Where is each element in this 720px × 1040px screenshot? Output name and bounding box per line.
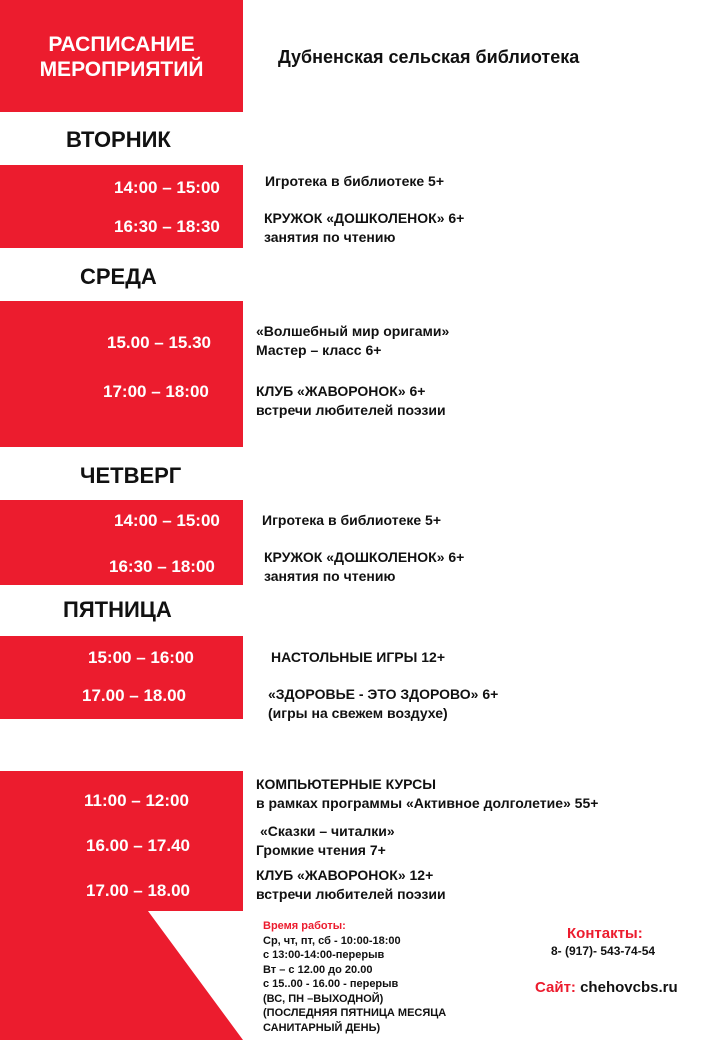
event-title: КОМПЬЮТЕРНЫЕ КУРСЫ: [256, 776, 436, 792]
event-time: 17:00 – 18:00: [103, 382, 209, 401]
event-subtitle: встречи любителей поэзии: [256, 886, 446, 902]
event-time: 14:00 – 15:00: [114, 178, 220, 197]
event-description: [256, 866, 446, 904]
event-title: Игротека в библиотеке 5+: [262, 512, 442, 528]
event-title: КЛУБ «ЖАВОРОНОК» 12+: [256, 867, 434, 883]
work-hours-line: САНИТАРНЫЙ ДЕНЬ): [263, 1021, 381, 1034]
event-title: «Сказки – читалки»: [260, 823, 395, 839]
work-hours-line: (ПОСЛЕДНЯЯ ПЯТНИЦА МЕСЯЦА: [263, 1007, 447, 1019]
site-label: Сайт:: [535, 979, 576, 996]
event-time: 11:00 – 12:00: [84, 791, 189, 810]
library-name: Дубненская сельская библиотека: [278, 47, 580, 67]
event-description: [256, 322, 449, 360]
day-wednesday: СРЕДА: [80, 264, 157, 289]
day-friday: ПЯТНИЦА: [63, 597, 172, 622]
event-time: 17.00 – 18.00: [86, 881, 190, 900]
event-title: КРУЖОК «ДОШКОЛЕНОК» 6+: [264, 549, 465, 565]
event-time: 17.00 – 18.00: [82, 686, 186, 705]
day-tuesday: ВТОРНИК: [66, 127, 171, 152]
work-hours-line: Ср, чт, пт, сб - 10:00-18:00: [263, 934, 401, 947]
event-subtitle: занятия по чтению: [264, 229, 396, 245]
title-line-1: РАСПИСАНИЕ: [48, 33, 195, 56]
day-thursday: ЧЕТВЕРГ: [80, 463, 182, 488]
event-subtitle: Мастер – класс 6+: [256, 342, 382, 358]
event-time: 15.00 – 15.30: [107, 333, 211, 352]
contacts-title: Контакты:: [567, 925, 643, 942]
work-hours: [263, 919, 446, 1035]
event-description: [256, 382, 446, 420]
event-title: НАСТОЛЬНЫЕ ИГРЫ 12+: [271, 649, 445, 665]
site-link[interactable]: chehovcbs.ru: [580, 979, 678, 996]
event-title: КРУЖОК «ДОШКОЛЕНОК» 6+: [264, 210, 465, 226]
event-description: [256, 775, 598, 813]
event-time: 16.00 – 17.40: [86, 836, 190, 855]
event-description: [264, 548, 464, 586]
event-time: 16:30 – 18:00: [109, 557, 215, 576]
work-hours-line: с 13:00-14:00-перерыв: [263, 949, 385, 961]
event-title: Игротека в библиотеке 5+: [265, 173, 445, 189]
event-time: 16:30 – 18:30: [114, 217, 220, 236]
event-subtitle: в рамках программы «Активное долголетие» 55+: [256, 795, 599, 811]
extra-block: [0, 771, 243, 1040]
work-hours-line: (ВС, ПН –ВЫХОДНОЙ): [263, 992, 384, 1005]
event-subtitle: (игры на свежем воздухе): [268, 705, 448, 721]
event-subtitle: встречи любителей поэзии: [256, 402, 446, 418]
event-time: 14:00 – 15:00: [114, 511, 220, 530]
work-hours-line: с 15..00 - 16.00 - перерыв: [263, 978, 399, 990]
work-hours-line: Вт – с 12.00 до 20.00: [263, 963, 373, 976]
title-line-2: МЕРОПРИЯТИЙ: [39, 58, 204, 81]
event-subtitle: Громкие чтения 7+: [256, 842, 386, 858]
event-title: КЛУБ «ЖАВОРОНОК» 6+: [256, 383, 426, 399]
event-title: «Волшебный мир оригами»: [256, 323, 450, 339]
event-time: 15:00 – 16:00: [88, 648, 194, 667]
wednesday-block: [0, 301, 243, 447]
event-subtitle: занятия по чтению: [264, 568, 396, 584]
event-description: [256, 822, 395, 860]
contact-phone: 8- (917)- 543-74-54: [551, 944, 656, 958]
page-title: [0, 32, 243, 82]
event-description: [268, 685, 498, 723]
contact-site: [535, 979, 678, 996]
event-description: [264, 209, 464, 247]
work-hours-title: Время работы:: [263, 920, 346, 932]
event-title: «ЗДОРОВЬЕ - ЭТО ЗДОРОВО» 6+: [268, 686, 499, 702]
